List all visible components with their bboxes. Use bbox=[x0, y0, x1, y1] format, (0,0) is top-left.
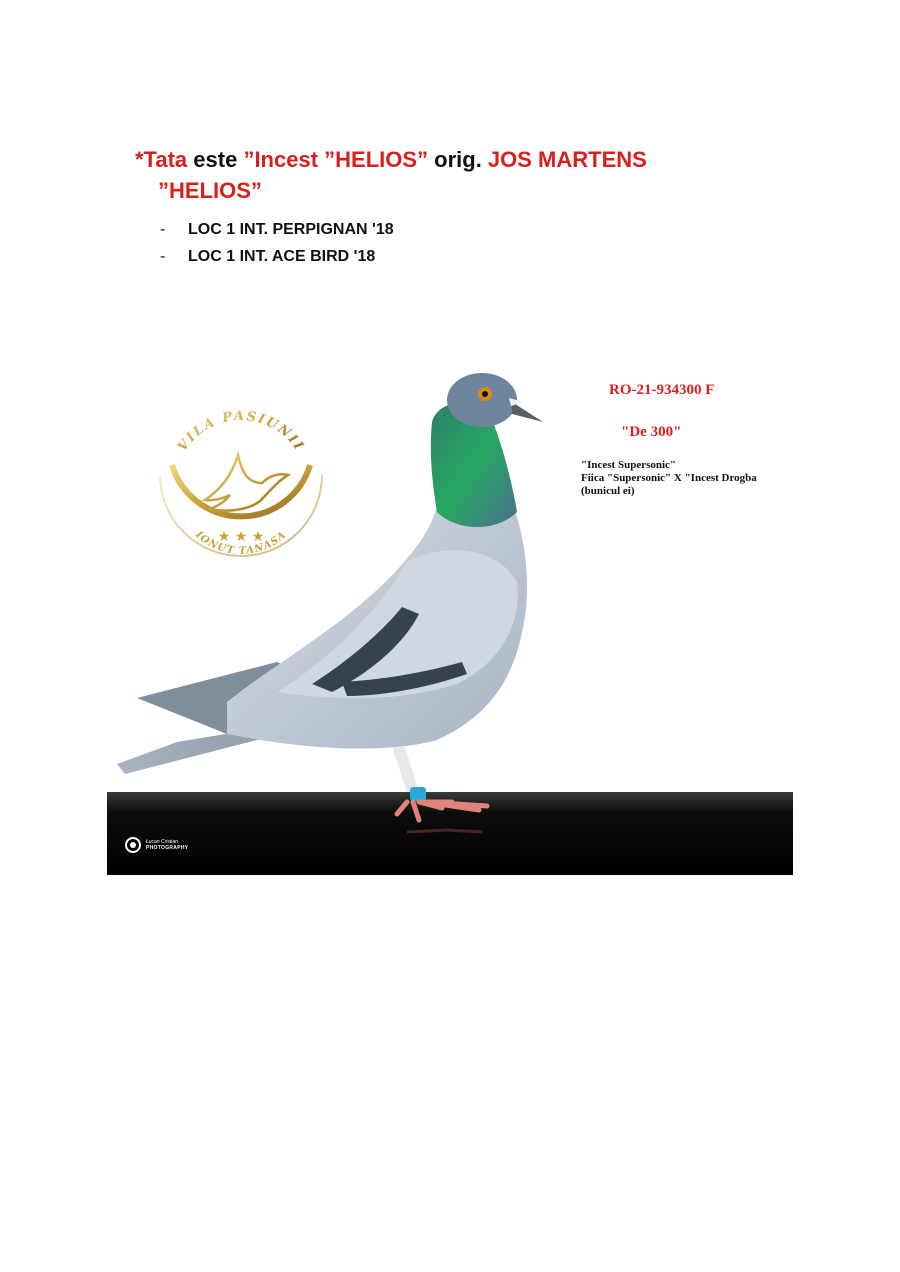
photo-credit bbox=[124, 836, 188, 854]
vila-pasiunii-logo bbox=[150, 395, 332, 577]
pigeon-beak bbox=[512, 402, 543, 422]
logo-bottom-text: IONUT TANASA bbox=[193, 529, 289, 557]
pedigree-line: Fiica "Supersonic" X "Incest Drogba bbox=[581, 472, 757, 484]
pedigree-line: (bunicul ei) bbox=[581, 485, 635, 497]
photo-credit-label: PHOTOGRAPHY bbox=[146, 845, 189, 851]
camera-icon bbox=[124, 836, 142, 854]
heading-prefix: *Tata bbox=[135, 147, 188, 172]
logo-top-text: VILA PASIUNII bbox=[175, 408, 307, 455]
result-item: - LOC 1 INT. PERPIGNAN '18 bbox=[160, 221, 394, 238]
svg-text:VILA PASIUNII bbox=[175, 409, 306, 454]
heading-sire-name: ”Incest ”HELIOS” bbox=[243, 147, 429, 172]
bird-name: "De 300" bbox=[621, 424, 682, 440]
result-item: - LOC 1 INT. ACE BIRD '18 bbox=[160, 248, 376, 265]
photo-credit-name: Lucan Cristian bbox=[146, 839, 178, 845]
results-list bbox=[160, 216, 394, 270]
pedigree-line: "Incest Supersonic" bbox=[581, 459, 677, 471]
ring-id: RO-21-934300 F bbox=[609, 382, 715, 398]
heading-este: este bbox=[187, 147, 244, 172]
dove-icon bbox=[205, 455, 288, 511]
logo-stars: ★ ★ ★ bbox=[217, 529, 265, 545]
heading-breeder: JOS MARTENS bbox=[487, 147, 647, 172]
page-heading bbox=[135, 145, 647, 175]
heading-helios: ”HELIOS” bbox=[158, 178, 262, 203]
heading-orig: orig. bbox=[428, 147, 488, 172]
pedigree-text bbox=[581, 459, 757, 498]
